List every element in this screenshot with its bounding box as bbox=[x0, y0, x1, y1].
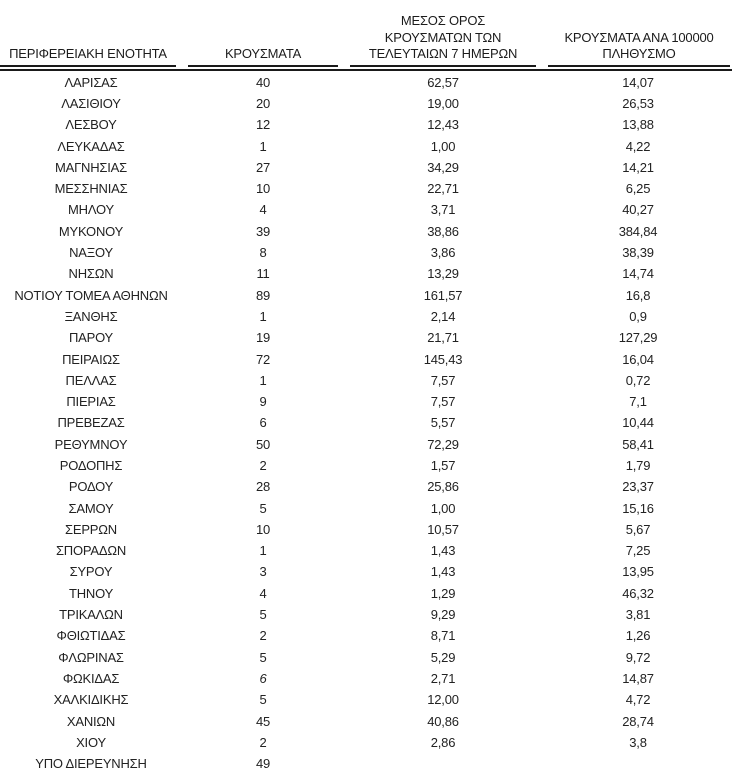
header-cell-underline bbox=[548, 13, 730, 67]
per100k-cell: 10,44 bbox=[622, 415, 654, 431]
avg7days-cell: 22,71 bbox=[427, 181, 459, 197]
per100k-cell: 38,39 bbox=[622, 245, 654, 261]
per100k-cell: 3,81 bbox=[625, 607, 651, 623]
region-cell: ΜΕΣΣΗΝΙΑΣ bbox=[54, 181, 128, 197]
table-row bbox=[0, 519, 734, 540]
avg7days-cell: 7,57 bbox=[430, 372, 456, 388]
table-row bbox=[0, 497, 734, 518]
avg7days-cell: 72,29 bbox=[427, 436, 459, 452]
avg7days-cell: 1,57 bbox=[430, 457, 456, 473]
avg7days-cell: 161,57 bbox=[423, 287, 463, 303]
table-row bbox=[0, 604, 734, 625]
cases-cell: 89 bbox=[255, 287, 271, 303]
header-divider bbox=[0, 69, 732, 71]
region-cell: ΧΑΛΚΙΔΙΚΗΣ bbox=[53, 692, 129, 708]
region-cell: ΦΩΚΙΔΑΣ bbox=[62, 670, 120, 686]
per100k-cell: 14,21 bbox=[622, 159, 654, 175]
avg7days-cell: 2,86 bbox=[430, 734, 456, 750]
per100k-cell: 23,37 bbox=[622, 479, 654, 495]
table-row bbox=[0, 327, 734, 348]
cases-cell: 1 bbox=[259, 138, 267, 154]
per100k-cell: 6,25 bbox=[625, 181, 651, 197]
region-cell: ΣΕΡΡΩΝ bbox=[65, 521, 117, 537]
avg7days-cell: 5,29 bbox=[430, 649, 456, 665]
avg7days-cell: 34,29 bbox=[427, 159, 459, 175]
region-cell: ΠΕΙΡΑΙΩΣ bbox=[62, 351, 120, 367]
cases-cell: 11 bbox=[256, 266, 270, 282]
per100k-cell: 14,07 bbox=[622, 74, 654, 90]
avg7days-cell: 13,29 bbox=[427, 266, 459, 282]
per100k-cell: 14,74 bbox=[622, 266, 654, 282]
avg7days-cell: 10,57 bbox=[427, 521, 459, 537]
table-header-row bbox=[0, 13, 734, 67]
per100k-cell: 15,16 bbox=[622, 500, 654, 516]
per100k-cell: 7,1 bbox=[629, 394, 647, 410]
table-row bbox=[0, 135, 734, 156]
region-cell: ΛΑΡΙΣΑΣ bbox=[64, 74, 118, 90]
per100k-cell: 3,8 bbox=[629, 734, 647, 750]
region-cell: ΤΡΙΚΑΛΩΝ bbox=[59, 607, 123, 623]
header-cell-col4 bbox=[542, 13, 734, 67]
table-row bbox=[0, 93, 734, 114]
region-cell: ΣΠΟΡΑΔΩΝ bbox=[55, 543, 127, 559]
cases-cell: 72 bbox=[255, 351, 271, 367]
cases-cell: 9 bbox=[259, 394, 267, 410]
header-label-line: ΤΕΛΕΥΤΑΙΩΝ 7 ΗΜΕΡΩΝ bbox=[368, 46, 518, 61]
avg7days-cell: 1,29 bbox=[430, 585, 456, 601]
cases-cell: 12 bbox=[255, 117, 271, 133]
cases-cell: 28 bbox=[255, 479, 271, 495]
table-row bbox=[0, 583, 734, 604]
region-cell: ΧΑΝΙΩΝ bbox=[66, 713, 116, 729]
table-row bbox=[0, 455, 734, 476]
header-cell-col2 bbox=[182, 13, 344, 67]
cases-cell: 1 bbox=[259, 308, 267, 324]
cases-cell: 5 bbox=[259, 649, 267, 665]
cases-cell: 1 bbox=[259, 372, 267, 388]
table-row bbox=[0, 753, 734, 774]
cases-cell: 4 bbox=[259, 585, 267, 601]
header-label-line: ΠΕΡΙΦΕΡΕΙΑΚΗ ΕΝΟΤΗΤΑ bbox=[9, 46, 167, 61]
cases-cell: 39 bbox=[255, 223, 271, 239]
region-cell: ΣΥΡΟΥ bbox=[69, 564, 113, 580]
region-cell: ΠΕΛΛΑΣ bbox=[65, 372, 117, 388]
avg7days-cell: 19,00 bbox=[427, 95, 459, 111]
per100k-cell: 16,8 bbox=[625, 287, 651, 303]
per100k-cell: 13,88 bbox=[622, 117, 654, 133]
table-row bbox=[0, 689, 734, 710]
per100k-cell: 40,27 bbox=[622, 202, 654, 218]
region-cell: ΦΘΙΩΤΙΔΑΣ bbox=[56, 628, 126, 644]
per100k-cell: 14,87 bbox=[622, 670, 654, 686]
avg7days-cell: 1,43 bbox=[430, 543, 456, 559]
cases-cell: 45 bbox=[255, 713, 271, 729]
per100k-cell: 1,79 bbox=[625, 457, 651, 473]
per100k-cell: 28,74 bbox=[622, 713, 654, 729]
region-cell: ΦΛΩΡΙΝΑΣ bbox=[58, 649, 124, 665]
table-row bbox=[0, 221, 734, 242]
header-label-line: ΜΕΣΟΣ ΟΡΟΣ bbox=[400, 13, 486, 28]
region-cell: ΤΗΝΟΥ bbox=[68, 585, 114, 601]
table-row bbox=[0, 348, 734, 369]
cases-cell: 8 bbox=[259, 245, 267, 261]
header-label-line: ΚΡΟΥΣΜΑΤΑ ΑΝΑ 100000 bbox=[564, 29, 714, 45]
avg7days-cell: 2,71 bbox=[430, 670, 456, 686]
table-row bbox=[0, 242, 734, 263]
region-cell: ΠΙΕΡΙΑΣ bbox=[66, 394, 116, 410]
avg7days-cell: 3,71 bbox=[430, 202, 456, 218]
cases-cell: 2 bbox=[259, 628, 267, 644]
table-row bbox=[0, 668, 734, 689]
cases-cell: 5 bbox=[259, 607, 267, 623]
avg7days-cell: 12,00 bbox=[427, 692, 459, 708]
cases-cell: 10 bbox=[255, 521, 271, 537]
header-cell-underline bbox=[350, 13, 536, 67]
avg7days-cell: 7,57 bbox=[430, 394, 456, 410]
region-cell: ΡΟΔΟΥ bbox=[68, 479, 114, 495]
region-cell: ΡΟΔΟΠΗΣ bbox=[59, 457, 123, 473]
cases-cell: 20 bbox=[255, 95, 271, 111]
header-cell-col1 bbox=[0, 13, 182, 67]
cases-cell: 19 bbox=[255, 330, 271, 346]
cases-cell: 40 bbox=[255, 74, 271, 90]
cases-cell: 10 bbox=[255, 181, 271, 197]
region-cell: ΛΕΣΒΟΥ bbox=[65, 117, 117, 133]
table-row bbox=[0, 284, 734, 305]
header-label-line: ΠΛΗΘΥΣΜΟ bbox=[602, 46, 676, 61]
cases-cell: 5 bbox=[259, 500, 267, 516]
header-cell-col3 bbox=[344, 13, 542, 67]
table-row bbox=[0, 647, 734, 668]
per100k-cell: 46,32 bbox=[622, 585, 654, 601]
cases-cell: 49 bbox=[255, 756, 271, 772]
header-cell-underline bbox=[188, 13, 338, 67]
avg7days-cell: 8,71 bbox=[430, 628, 456, 644]
per100k-cell: 26,53 bbox=[622, 95, 654, 111]
avg7days-cell: 12,43 bbox=[427, 117, 459, 133]
per100k-cell: 4,22 bbox=[625, 138, 651, 154]
region-cell: ΝΗΣΩΝ bbox=[68, 266, 114, 282]
per100k-cell: 4,72 bbox=[625, 692, 651, 708]
table-row bbox=[0, 263, 734, 284]
header-label-line: ΚΡΟΥΣΜΑΤΩΝ ΤΩΝ bbox=[384, 29, 502, 45]
region-cell: ΞΑΝΘΗΣ bbox=[64, 308, 118, 324]
region-cell: ΣΑΜΟΥ bbox=[68, 500, 114, 516]
region-cell: ΛΕΥΚΑΔΑΣ bbox=[57, 138, 125, 154]
table-row bbox=[0, 114, 734, 135]
region-cell: ΝΟΤΙΟΥ ΤΟΜΕΑ ΑΘΗΝΩΝ bbox=[14, 287, 168, 303]
per100k-cell: 127,29 bbox=[618, 330, 658, 346]
table-row bbox=[0, 710, 734, 731]
region-cell: ΠΑΡΟΥ bbox=[68, 330, 114, 346]
per100k-cell: 0,72 bbox=[625, 372, 651, 388]
table-row bbox=[0, 306, 734, 327]
cases-cell: 50 bbox=[255, 436, 271, 452]
region-cell: ΥΠΟ ΔΙΕΡΕΥΝΗΣΗ bbox=[35, 756, 147, 772]
cases-cell: 2 bbox=[259, 457, 267, 473]
cases-cell: 6 bbox=[259, 415, 267, 431]
region-cell: ΜΥΚΟΝΟΥ bbox=[58, 223, 124, 239]
avg7days-cell: 1,00 bbox=[430, 138, 456, 154]
cases-cell: 2 bbox=[259, 734, 267, 750]
table-row bbox=[0, 434, 734, 455]
avg7days-cell: 5,57 bbox=[430, 415, 456, 431]
per100k-cell: 7,25 bbox=[625, 543, 651, 559]
table-row bbox=[0, 157, 734, 178]
table-body bbox=[0, 72, 734, 775]
cases-cell: 3 bbox=[259, 564, 267, 580]
header-cell-underline bbox=[0, 13, 176, 67]
region-cell: ΧΙΟΥ bbox=[76, 734, 106, 750]
cases-cell: 5 bbox=[259, 692, 267, 708]
avg7days-cell: 25,86 bbox=[427, 479, 459, 495]
cases-cell: 4 bbox=[259, 202, 267, 218]
cases-cell: 27 bbox=[255, 159, 271, 175]
avg7days-cell: 1,00 bbox=[430, 500, 456, 516]
region-cell: ΝΑΞΟΥ bbox=[69, 245, 113, 261]
table-row bbox=[0, 561, 734, 582]
table-row bbox=[0, 370, 734, 391]
table-row bbox=[0, 72, 734, 93]
per100k-cell: 13,95 bbox=[622, 564, 654, 580]
table-row bbox=[0, 732, 734, 753]
cases-cell: 6 bbox=[259, 670, 267, 686]
avg7days-cell: 38,86 bbox=[427, 223, 459, 239]
table-row bbox=[0, 199, 734, 220]
table-row bbox=[0, 540, 734, 561]
region-cell: ΛΑΣΙΘΙΟΥ bbox=[61, 95, 121, 111]
avg7days-cell: 3,86 bbox=[430, 245, 456, 261]
per100k-cell: 9,72 bbox=[625, 649, 651, 665]
avg7days-cell: 2,14 bbox=[430, 308, 456, 324]
table-row bbox=[0, 476, 734, 497]
table-row bbox=[0, 625, 734, 646]
table-row bbox=[0, 391, 734, 412]
table-row bbox=[0, 412, 734, 433]
avg7days-cell: 62,57 bbox=[427, 74, 459, 90]
per100k-cell: 1,26 bbox=[625, 628, 651, 644]
per100k-cell: 384,84 bbox=[618, 223, 658, 239]
per100k-cell: 5,67 bbox=[625, 521, 651, 537]
avg7days-cell: 145,43 bbox=[423, 351, 463, 367]
region-cell: ΜΑΓΝΗΣΙΑΣ bbox=[55, 159, 127, 175]
region-cell: ΡΕΘΥΜΝΟΥ bbox=[54, 436, 128, 452]
per100k-cell: 16,04 bbox=[622, 351, 654, 367]
header-label-line: ΚΡΟΥΣΜΑΤΑ bbox=[224, 46, 302, 61]
region-cell: ΜΗΛΟΥ bbox=[68, 202, 114, 218]
per100k-cell: 0,9 bbox=[629, 308, 647, 324]
avg7days-cell: 9,29 bbox=[430, 607, 456, 623]
table-row bbox=[0, 178, 734, 199]
avg7days-cell: 1,43 bbox=[430, 564, 456, 580]
avg7days-cell: 21,71 bbox=[427, 330, 459, 346]
per100k-cell: 58,41 bbox=[622, 436, 654, 452]
avg7days-cell: 40,86 bbox=[427, 713, 459, 729]
cases-cell: 1 bbox=[259, 543, 267, 559]
region-cell: ΠΡΕΒΕΖΑΣ bbox=[57, 415, 125, 431]
